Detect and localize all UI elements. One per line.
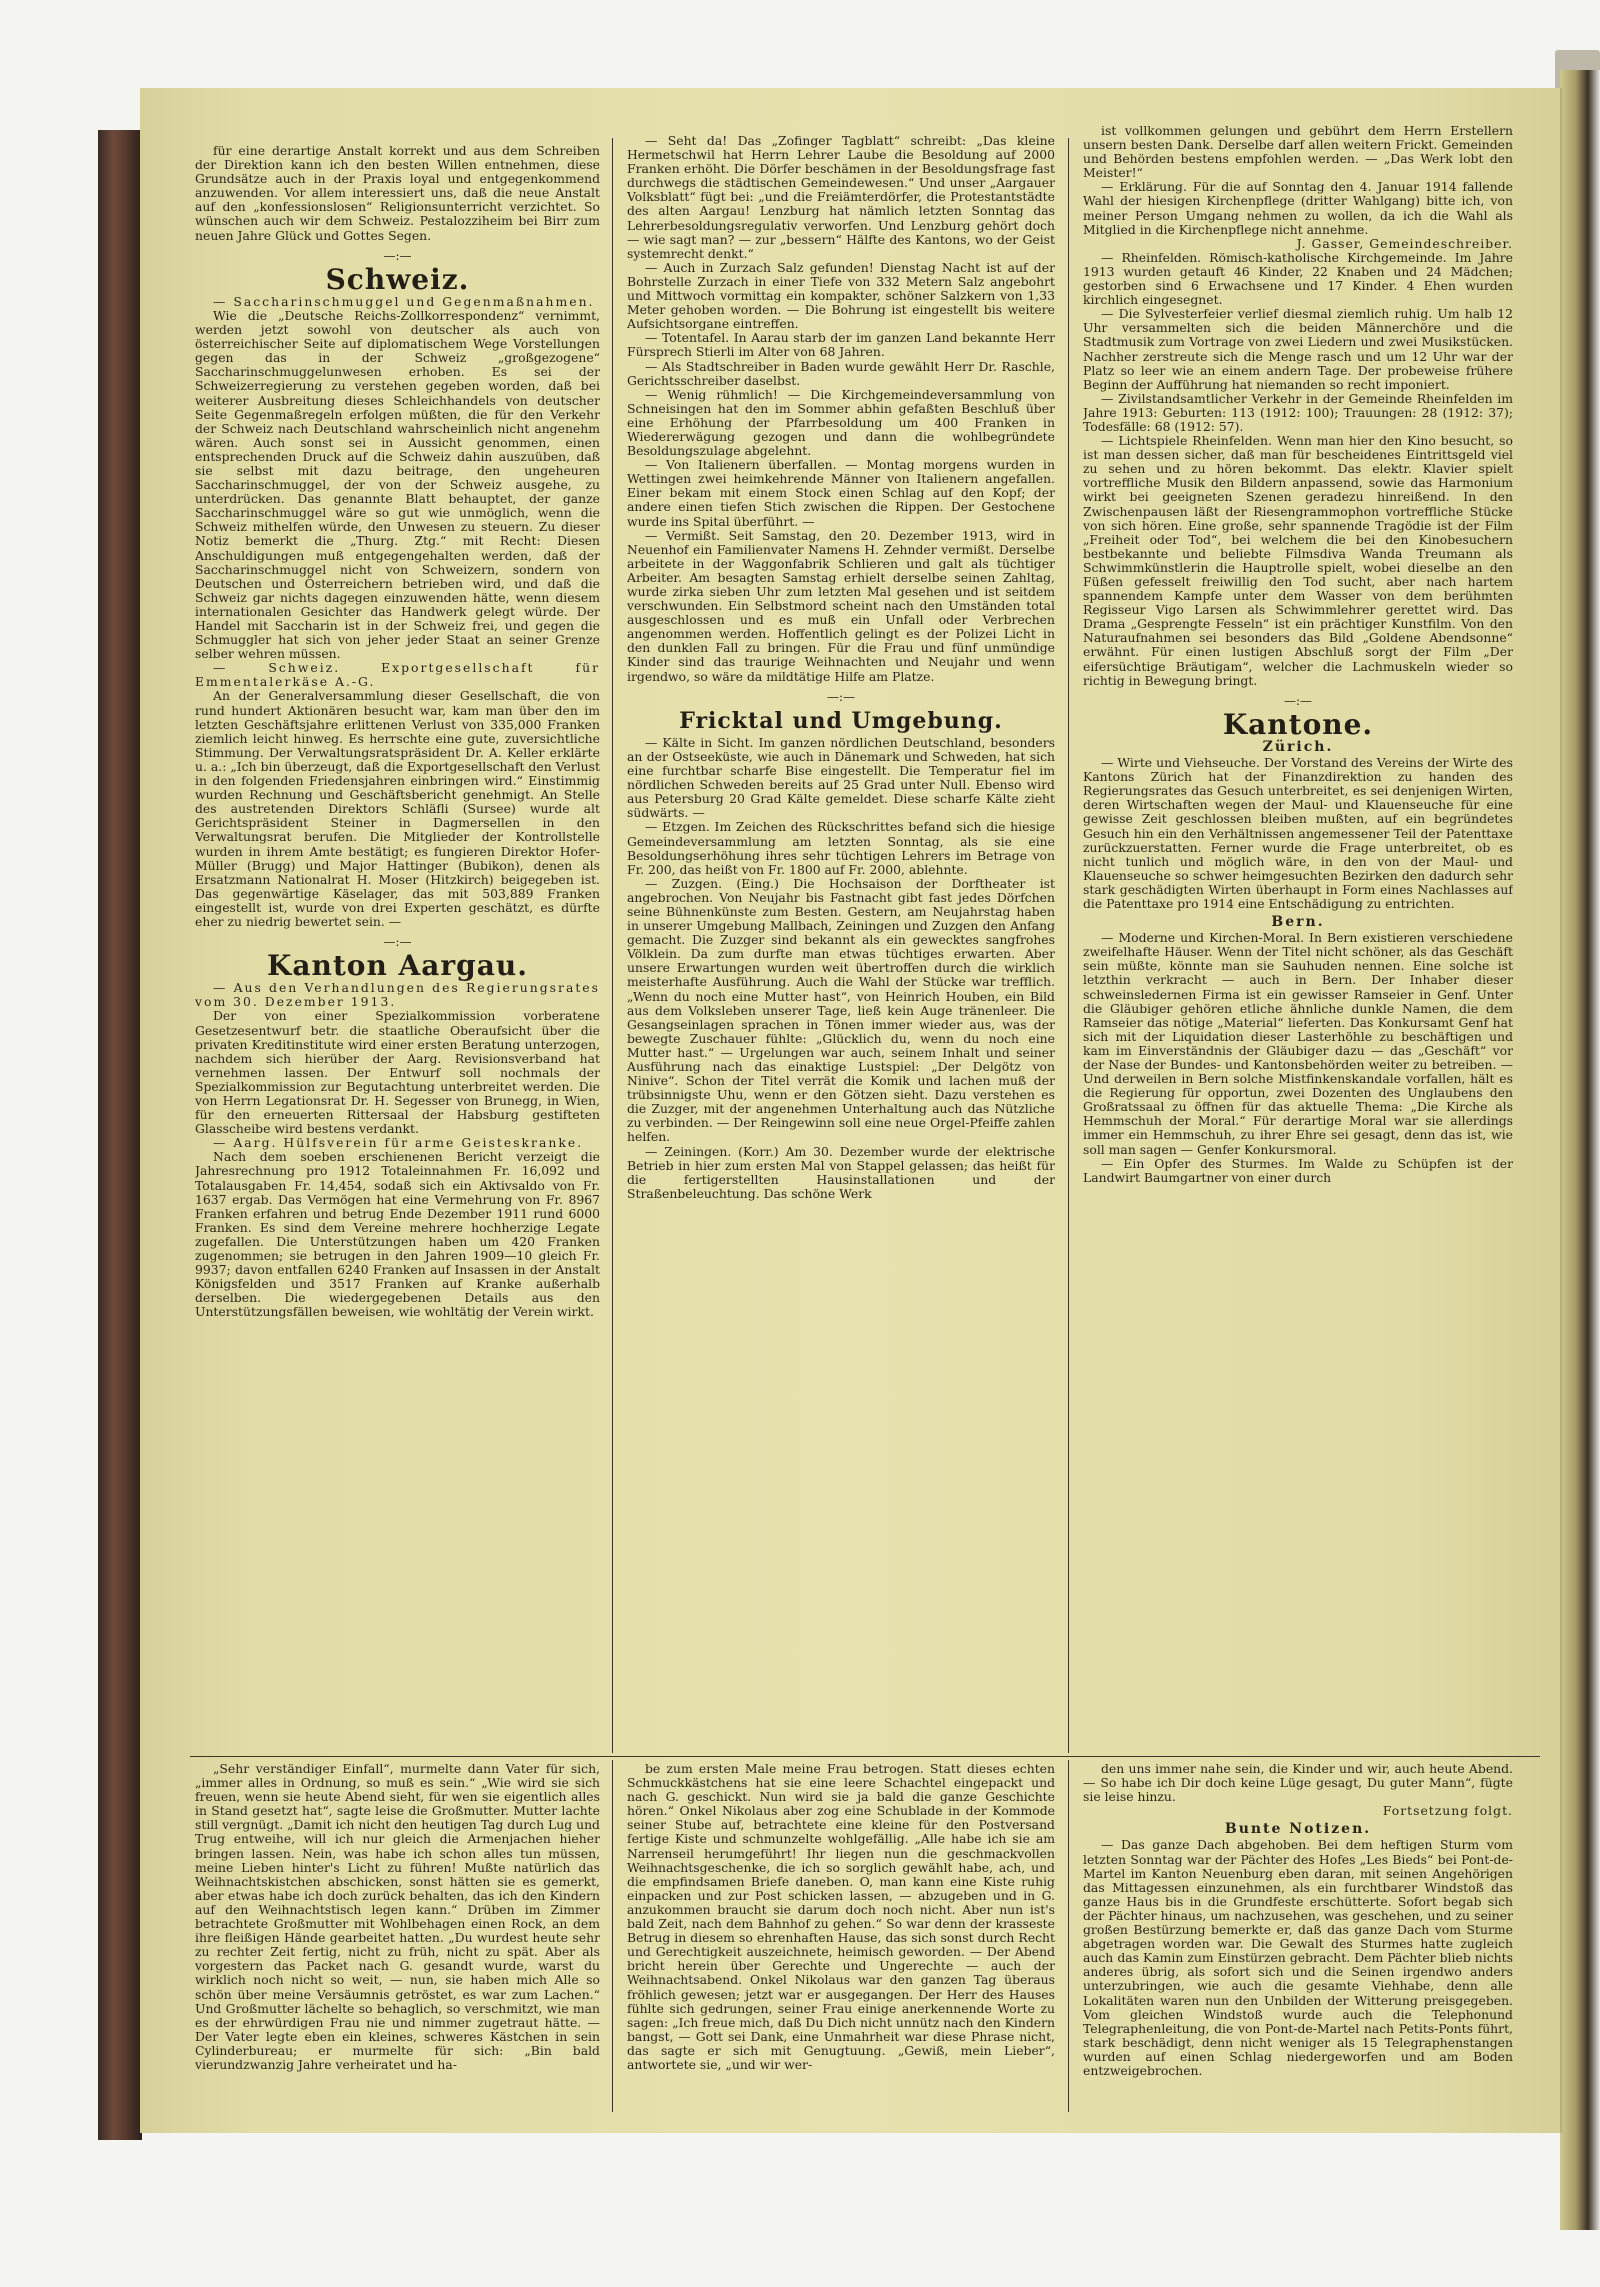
article-text: — Seht da! Das „Zofinger Tagblatt“ schreibt: „Das kleine Hermetschwil hat Herrn Lehrer Laube die Besoldung auf 2000 Franken erhöht. Die Dörfer beschämen in der Besoldungsfrage fast durchwegs die städtischen Gemeindewesen.“ Und unser „Aargauer Volksblatt“ fügt bei: „und die Freiämterdörfer, die Protestantstädte des alten Aargau! Lenzburg hat nämlich letzten Sonntag das Lehrerbesoldungsregulativ verworfen. Und Lenzburg gehört doch — wie sagt man? — zur „bessern“ Hälfte des Kantons, wo der Geist systemrecht denkt.“ xyxy=(627,134,1055,261)
story-text: den uns immer nahe sein, die Kinder und wir, auch heute Abend. — So habe ich Dir doch keine Lüge gesagt, Du guter Mann“, fügte sie leise hinzu. xyxy=(1083,1762,1513,1805)
continuation-note: Fortsetzung folgt. xyxy=(1382,1803,1513,1819)
column-rule xyxy=(612,1760,613,2112)
article-text: — Zeiningen. (Korr.) Am 30. Dezember wurde der elektrische Betrieb in hier zum ersten Mal von Stappel gelassen; das heißt für die fertigerstellten Hausinstallationen und der Straßenbeleuchtung. Das schöne Werk xyxy=(627,1143,1055,1201)
separator: —:— xyxy=(826,689,856,704)
article-intro: für eine derartige Anstalt korrekt und aus dem Schreiben der Direktion kann ich den besten Willen entnehmen, diese Grundsätze auch in der Praxis loyal und entgegenkommend anzuwenden. Vor allem interessiert uns, daß die neue Anstalt auf den „konfessionslosen“ Religionsunterricht verzichtet. So wünschen auch wir dem Schweiz. Pestalozziheim bei Birr zum neuen Jahre Glück und Gottes Segen. xyxy=(195,144,600,243)
article-text: — Erklärung. Für die auf Sonntag den 4. Januar 1914 fallende Wahl der hiesigen Kirchenpflege (dritter Wahlgang) bitte ich, von meiner Person Umgang nehmen zu wollen, da ich die Wahl als Mitglied in die Kirchenpflege nicht annehme. xyxy=(1083,179,1513,237)
article-text: — Als Stadtschreiber in Baden wurde gewählt Herr Dr. Raschle, Gerichtsschreiber daselbst. xyxy=(627,358,1055,388)
article-text: — Vermißt. Seit Samstag, den 20. Dezember 1913, wird in Neuenhof ein Familienvater Namens H. Zehnder vermißt. Derselbe arbeitete in der Waggonfabrik Schlieren und galt als tüchtiger Arbeiter. Am besagten Samstag erhielt derselbe seinen Zahltag, wurde zirka sieben Uhr zum letzten Mal gesehen und ist seitdem verschwunden. Ein Selbstmord scheint nach den Umständen total ausgeschlossen und es muß ein Unfall oder Verbrechen angenommen werden. Hoffentlich gelingt es der Polizei Licht in den dunklen Fall zu bringen. Für die Frau und fünf unmündige Kinder sind das traurige Weihnachten und Neujahr und wenn irgendwo, so wäre da mildtätige Hilfe am Platze. xyxy=(627,527,1055,684)
feuilleton-column-2 xyxy=(627,1762,1055,2112)
column-rule xyxy=(1068,1760,1069,2112)
separator: —:— xyxy=(383,935,412,950)
article-lead: — Saccharinschmuggel und Gegenmaßnahmen. xyxy=(213,293,595,309)
signature: J. Gasser, Gemeindeschreiber. xyxy=(1296,235,1513,251)
article-lead: — Schweiz. Exportgesellschaft für Emmentalerkäse A.-G. xyxy=(195,660,600,690)
subheading-zuerich: Zürich. xyxy=(1262,738,1334,755)
article-text: Nach dem soeben erschienenen Bericht verzeigt die Jahresrechnung pro 1912 Totaleinnahmen Fr. 16,092 und Totalausgaben Fr. 14,454, sodaß sich ein Aktivsaldo von Fr. 1637 ergab. Das Vermögen hat eine Vermehrung von Fr. 8967 Franken erfahren und betrug Ende Dezember 1911 rund 6000 Franken. Es sind dem Vereine mehrere hochherzige Legate zugefallen. Die Unterstützungen haben um 420 Franken zugenommen; sie betrugen in den Jahren 1909—10 gleich Fr. 9937; davon entfallen 6240 Franken auf Insassen in der Anstalt Königsfelden und 3517 Franken auf Kranke außerhalb derselben. Die wiedergegebenen Details aus den Unterstützungsfällen beweisen, wie wohltätig der Verein wirkt. xyxy=(195,1149,600,1320)
book-binding xyxy=(98,130,142,2140)
article-text: — Zuzgen. (Eing.) Die Hochsaison der Dorftheater ist angebrochen. Von Neujahr bis Fastnacht gibt fast jedes Dörfchen seine Bühnenkünste zum Besten. Gestern, am Neujahrstag haben in unserer Umgebung Mallbach, Zeiningen und Zuzgen den Anfang gemacht. Die Zuzger sind bekannt als ein gewecktes sangfrohes Völklein. Da zum durfte man etwas tüchtiges erwarten. Aber unsere Erwartungen wurden weit übertroffen durch die wirklich meisterhafte Ausführung. Auch die Wahl der Stücke war trefflich. „Wenn du noch eine Mutter hast“, von Heinrich Houben, ein Bild aus dem Volksleben unserer Tage, ließ kein Auge tränenleer. Die Gesangseinlagen sprachen in Tönen immer wieder aus, was der bewegte Zuschauer fühlte: „Glücklich du, wenn du noch eine Mutter hast.“ — Urgelungen war auch, seinem Inhalt und seiner Ausführung nach das einaktige Lustspiel: „Der Delgötz von Ninive“. Schon der Titel verrät die Komik und lachen muß der trübsinnigste Uhu, wenn er den Götzen sieht. Dazu verstehen es die Zuzger, mit der angenehmen Unterhaltung auch das Nützliche zu verbinden. — Der Reingewinn soll eine neue Orgel-Pfeiffe zahlen helfen. xyxy=(627,875,1055,1145)
article-text: — Totentafel. In Aarau starb der im ganzen Land bekannte Herr Fürsprech Stierli im Alter von 68 Jahren. xyxy=(627,330,1055,360)
feuilleton-column-3 xyxy=(1083,1762,1513,2112)
story-text: „Sehr verständiger Einfall“, murmelte dann Vater für sich, „immer alles in Ordnung, so muß es sein.“ „Wie wird sie sich freuen, wenn sie heute Abend sieht, für wen sie eigentlich alles in Stand gesetzt hat“, sagte leise die Großmutter. Mutter lachte still vergnügt. „Damit ich nicht den heutigen Tag durch Lug und Trug entweihe, will ich nur gleich die Armenjachen hieher bringen lassen. Nein, was habe ich schon alles tun müssen, meine Lieben hinter's Licht zu führen! Mußte natürlich das Weihnachtskistchen abschicken, sonst hätten sie es gemerkt, aber etwas habe ich doch zurück behalten, das ich den Kindern auf den Weihnachtstisch legen kann.“ Drüben im Zimmer betrachtete Großmutter mit Wohlbehagen einen Rock, an dem ihre fleißigen Hände gearbeitet hatten. „Du wurdest heute sehr zu rechter Zeit fertig, nicht zu früh, nicht zu spät. Aber als vorgestern das Packet nach G. gesandt wurde, warst du wirklich noch nicht so weit, — nun, sie haben mich Alle so schön über meine Versäumnis getröstet, es war zum Lachen.“ Und Großmutter lächelte so behaglich, so verschmitzt, wie man es der ehrwürdigen Frau nie und nimmer zugetraut hätte. — Der Vater legte eben ein kleines, schweres Kästchen in sein Cylinderbureau; er murmelte für sich: „Bin bald vierundzwanzig Jahre verheiratet und ha- xyxy=(195,1762,600,2072)
feuilleton-column-1 xyxy=(195,1762,600,2112)
article-lead: — Aarg. Hülfsverein für arme Geisteskranke. xyxy=(213,1135,584,1151)
article-text: ist vollkommen gelungen und gebührt dem Herrn Erstellern unsern besten Dank. Derselbe darf allen weitern Frickt. Gemeinden und Behörden bestens empfohlen werden. — „Das Werk lobt den Meister!“ xyxy=(1083,124,1513,181)
article-text: — Zivilstandsamtlicher Verkehr in der Gemeinde Rheinfelden im Jahre 1913: Geburten: 113 (1912: 100); Trauungen: 28 (1912: 37); Todesfälle: 68 (1912: 57). xyxy=(1083,390,1513,434)
heading-aargau: Kanton Aargau. xyxy=(267,949,528,983)
article-text: — Wenig rühmlich! — Die Kirchgemeindeversammlung von Schneisingen hat den im Sommer abhin gefaßten Beschluß über eine Erhöhung der Pfarrbesoldung um 400 Franken in Wiedererwägung gezogen und dann die wohlbegründete Besoldungszulage abgelehnt. xyxy=(627,386,1055,459)
column-1 xyxy=(195,144,600,1752)
article-text: An der Generalversammlung dieser Gesellschaft, die von rund hundert Aktionären besucht war, kam man über den im letzten Geschäftsjahre erlittenen Verlust von 335,000 Franken ziemlich leicht hinweg. Es herrschte eine gute, zuversichtliche Stimmung. Der Verwaltungsratspräsident Dr. A. Keller erklärte u. a.: „Ich bin überzeugt, daß die Exportgesellschaft den Verlust in den folgenden Friedensjahren einbringen wird.“ Einstimmig wurden Rechnung und Geschäftsbericht genehmigt. An Stelle des austretenden Direktors Schläfli (Sursee) wurde alt Gerichtspräsident Steiner in Dagmersellen in den Verwaltungsrat berufen. Die Mitglieder der Kontrollstelle wurden in ihrem Amte bestätigt; es fungieren Direktor Hofer-Müller (Brugg) und Major Hattinger (Bubikon), denen als Ersatzmann Nationalrat H. Moser (Hitzkirch) beigegeben ist. Das gegenwärtige Käselager, das mit 503,889 Franken eingestellt ist, wurde von drei Experten geschätzt, es dürfte eher zu niedrig bewertet sein. — xyxy=(195,688,600,929)
article-text: — Das ganze Dach abgehoben. Bei dem heftigen Sturm vom letzten Sonntag war der Pächter des Hofes „Les Bieds“ bei Pont-de-Martel im Kanton Neuenburg eben daran, mit seinen Angehörigen das Mittagessen einzunehmen, als ein furchtbarer Windstoß das ganze Haus bis in die Grundfeste erschütterte. Sofort begab sich der Pächter hinaus, um nachzusehen, was geschehen, und zu seiner großen Bestürzung bemerkte er, daß das ganze Dach vom Sturme abgetragen worden war. Die Gewalt des Sturmes hatte zugleich auch das Kamin zum Einstürzen gebracht. Dem Pächter blieb nichts anderes übrig, als sofort sich und die Seinen irgendwo anders unterzubringen, wie auch die gesamte Viehhabe, denn alle Lokalitäten waren nun den Unbilden der Witterung preisgegeben. Vom gleichen Windstoß wurde auch die Telephonund Telegraphenleitung, die von Pont-de-Martel nach Petits-Ponts führt, stark beschädigt, denn nicht weniger als 15 Telegraphenstangen wurden auf einen Schlag niedergeworfen und am Boden entzweigebrochen. xyxy=(1083,1837,1513,2078)
separator: —:— xyxy=(1283,693,1313,708)
article-text: — Wirte und Viehseuche. Der Vorstand des Vereins der Wirte des Kantons Zürich hat der Finanzdirektion zu handen des Regierungsrates das Gesuch unterbreitet, es sei denjenigen Wirten, deren Wirtschaften wegen der Maul- und Klauenseuche für eine gewisse Zeit geschlossen bleiben mußten, auf ein begründetes Gesuch hin ein den Verhältnissen angemessener Teil der Patenttaxe zurückzuerstatten. Ferner wurde die Frage unterbreitet, ob es nicht tunlich und möglich wäre, in den von der Maul- und Klauenseuche so schwer heimgesuchten Bezirken den dadurch sehr stark geschädigten Wirten überhaupt in Form eines Nachlasses auf die Patenttaxe pro 1914 eine Entschädigung zu entrichten. xyxy=(1083,755,1513,911)
article-text: — Lichtspiele Rheinfelden. Wenn man hier den Kino besucht, so ist man dessen sicher, daß man für bescheidenes Eintrittsgeld viel zu sehen und zu hören bekommt. Das elektr. Klavier spielt vortreffliche Musik den Bildern anpassend, sowie das Harmonium wirkt bei geeigneten Szenen geradezu hinreißend. In den Zwischenpausen läßt der Riesengrammophon vortreffliche Stücke von sich hören. Eine große, sehr spannende Tragödie ist der Film „Freiheit oder Tod“, bei welchem die bei den Kinobesuchern bestbekannte und beliebte Filmsdiva Wanda Treumann als Schwimmkünstlerin die Hauptrolle spielt, wobei dieselbe an den Füßen gefesselt freiwillig den Tod sucht, aber nach hartem spannendem Kampfe unter dem Wasser von dem berühmten Regisseur Vigo Larsen als Schwimmlehrer gerettet wird. Das Drama „Gesprengte Fesseln“ ist ein prächtiger Kunstfilm. Von den Naturaufnahmen sei besonders das Bild „Goldene Abendsonne“ erwähnt. Für einen lustigen Abschluß sorgt der Film „Der eifersüchtige Bräutigam“, welcher die Lachmuskeln wieder so richtig in Bewegung bringt. xyxy=(1083,433,1513,688)
article-text: — Moderne und Kirchen-Moral. In Bern existieren verschiedene zweifelhafte Häuser. Wenn der Titel nicht schöner, als das Geschäft sein müßte, könnte man sie Sauhuden nennen. Eine solche ist letzthin verkracht — auch in Bern. Der Inhaber dieser schweinsledernen Firma ist ein gewisser Ramseier in Genf. Unter die Gläubiger gehören etliche ähnliche dunkle Namen, die dem Ramseier das nötige „Material“ lieferten. Das Konkursamt Genf hat sich mit der Liquidation dieser Lasterhöhle zu beschäftigen und kam im Einverständnis der Gläubiger dazu — das „Geschäft“ vor der Nase der Bundes- und Kantonsbehörden weiter zu betreiben. — Und derweilen in Bern solche Mistfinkenskandale vorfallen, hält es die Regierung für opportun, zwei Dozenten des Unglaubens den Großratssaal zu öffnen für das aktuelle Thema: „Die Kirche als Hemmschuh der Moral.“ Für derartige Moral war sie allerdings immer ein Hemmschuh, zu ihrer Ehre sei gesagt, denn das ist, wie soll man sagen — Genfer Konkursmoral. xyxy=(1083,930,1513,1157)
newspaper-page xyxy=(140,88,1560,2133)
column-rule xyxy=(1068,138,1069,1753)
article-text: — Auch in Zurzach Salz gefunden! Dienstag Nacht ist auf der Bohrstelle Zurzach in einer Tiefe von 332 Metern Salz angebohrt und Mittwoch vormittag ein kompakter, schöner Salzkern von 1,33 Meter gehoben worden. — Die Bohrung ist eingestellt bis weitere Aufsichtsorgane eintreffen. xyxy=(627,259,1055,332)
article-text: — Die Sylvesterfeier verlief diesmal ziemlich ruhig. Um halb 12 Uhr versammelten sich die beiden Männerchöre und die Stadtmusik zum Vortrage von zwei Liedern und zwei Musikstücken. Nachher zerstreute sich die Menge rasch und um 12 Uhr war der Platz so leer wie an einem andern Tage. Der probeweise frühere Beginn der Aufführung hat niemanden so recht imponiert. xyxy=(1083,306,1513,392)
heading-schweiz: Schweiz. xyxy=(325,262,470,296)
article-text: — Etzgen. Im Zeichen des Rückschrittes befand sich die hiesige Gemeindeversammlung am letzten Sonntag, als sie eine Besoldungserhöhung ihres sehr tüchtigen Lehrers im Betrage von Fr. 200, das heißt von Fr. 1800 auf Fr. 2000, ablehnte. xyxy=(627,819,1055,877)
article-text: — Von Italienern überfallen. — Montag morgens wurden in Wettingen zwei heimkehrende Männer von Italienern angefallen. Einer bekam mit einem Stock einen Schlag auf den Kopf; der andere einen tiefen Stich zwischen die Rippen. Der Gestochene wurde ins Spital überführt. — xyxy=(627,457,1055,529)
article-text: — Rheinfelden. Römisch-katholische Kirchgemeinde. Im Jahre 1913 wurden getauft 46 Kinder, 22 Knaben und 24 Mädchen; gestorben sind 6 Erwachsene und 17 Kinder. 4 Ehen wurden kirchlich eingesegnet. xyxy=(1083,249,1513,308)
heading-fricktal: Fricktal und Umgebung. xyxy=(679,707,1003,734)
subheading-bern: Bern. xyxy=(1271,914,1325,931)
separator: —:— xyxy=(383,248,412,263)
article-lead: — Aus den Verhandlungen des Regierungsrates vom 30. Dezember 1913. xyxy=(195,980,600,1010)
column-3 xyxy=(1083,124,1513,1752)
heading-kantone: Kantone. xyxy=(1222,707,1374,741)
article-text: Der von einer Spezialkommission vorberatene Gesetzesentwurf betr. die staatliche Oberaufsicht über die privaten Kreditinstitute wird einer ersten Beratung unterzogen, nachdem sich hierüber der Aarg. Revisionsverband hat vernehmen lassen. Der Entwurf soll nochmals der Spezialkommission zur Begutachtung unterbreitet werden. Die von Herrn Legationsrat Dr. H. Segesser von Brunegg, in Wien, für den erneuerten Rittersaal der Habsburg gestifteten Glasscheibe wird bestens verdankt. xyxy=(195,1008,600,1137)
column-rule xyxy=(612,138,613,1753)
article-text: — Ein Opfer des Sturmes. Im Walde zu Schüpfen ist der Landwirt Baumgartner von einer durch xyxy=(1083,1155,1513,1185)
column-2 xyxy=(627,134,1055,1752)
feuilleton-rule xyxy=(190,1756,1540,1757)
heading-bunte-notizen: Bunte Notizen. xyxy=(1224,1821,1372,1838)
article-text: — Kälte in Sicht. Im ganzen nördlichen Deutschland, besonders an der Ostseeküste, wie auch in Dänemark und Schweden, hat sich eine furchtbar scharfe Bise eingestellt. Die Temperatur fiel im nördlichen Schweden bereits auf 25 Grad unter Null. Ebenso wird aus Petersburg 20 Grad Kälte gemeldet. Diese scharfe Kälte zieht südwärts. — xyxy=(627,734,1055,821)
article-text: Wie die „Deutsche Reichs-Zollkorrespondenz“ vernimmt, werden jetzt sowohl von deutscher als auch von österreichischer Seite auf diplomatischem Wege Vorstellungen gegen das in der Schweiz „großgezogene“ Saccharinschmuggelunwesen erhoben. Es sei der Schweizerregierung zu verstehen gegeben worden, daß bei weiterer Ausbreitung dieses Schleichhandels von deutscher Seite Gegenmaßregeln erfolgen müßten, die für den Verkehr der Schweiz nach Deutschland wahrscheinlich nicht angenehm wären. Auch sonst sei in Aussicht genommen, einen entsprechenden Druck auf die Schweiz dahin auszuüben, daß sie selbst mit dazu beitrage, den ungeheuren Saccharinschmuggel, der von der Schweiz ausgehe, zu unterdrücken. Das genannte Blatt behauptet, der ganze Saccharinschmuggel wäre so gut wie unmöglich, wenn die Schweiz mithelfen würde, den Unwesen zu steuern. Zu dieser Notiz bemerkt die „Thurg. Ztg.“ mit Recht: Diesen Anschuldigungen muß entgegengehalten werden, daß der Saccharinschmuggel nicht von Schweizern, sondern von Deutschen und Österreichern betrieben wird, und daß die Schweiz gar nichts dagegen einzuwenden hätte, wenn diesem internationalen Gesichter das Handwerk gelegt würde. Der Handel mit Saccharin ist in der Schweiz frei, und gegen die Schmuggler hat sich von jeher jeder Staat an seiner Grenze selber wehren müssen. xyxy=(195,307,600,662)
next-page-edge xyxy=(1560,70,1600,2230)
story-text: be zum ersten Male meine Frau betrogen. Statt dieses echten Schmuckkästchens hat sie eine leere Schachtel eingepackt und nach G. geschickt. Nun wird sie ja bald die ganze Geschichte hören.“ Onkel Nikolaus aber zog eine Schublade in der Kommode seiner Stube auf, betrachtete eine kleine für den Postversand fertige Kiste und schmunzelte wohlgefällig. „Alle habe ich sie am Narrenseil herumgeführt! Ihr liegen nun die geschmackvollen Weihnachtsgeschenke, die ich so sorglich gewählt habe, ach, und die empfindsamen Briefe daneben. O, man kann eine Kiste ruhig einpacken und zur Post schicken lassen, — abzugeben und in G. anzukommen braucht sie darum doch noch nicht. Aber nun ist's bald Zeit, nach dem Bahnhof zu gehen.“ So war denn der krasseste Betrug in diesem so ehrenhaften Hause, das sich sonst durch Recht und Gerechtigkeit auszeichnete, heimisch geworden. — Der Abend bricht herein über Gerechte und Ungerechte — auch der Weihnachtsabend. Onkel Nikolaus war den ganzen Tag überaus fröhlich gewesen; jetzt war er ausgegangen. Der Herr des Hauses fühlte sich gedrungen, seiner Frau einige anerkennende Worte zu sagen: „Ich freue mich, daß Du Dich nicht unnütz nach den Kindern bangst, — Gott sei Dank, eine Unmahrheit war diese Phrase nicht, das sagte er sich mit Genugtuung. „Gewiß, mein Lieber“, antwortete sie, „und wir wer- xyxy=(627,1762,1055,2072)
